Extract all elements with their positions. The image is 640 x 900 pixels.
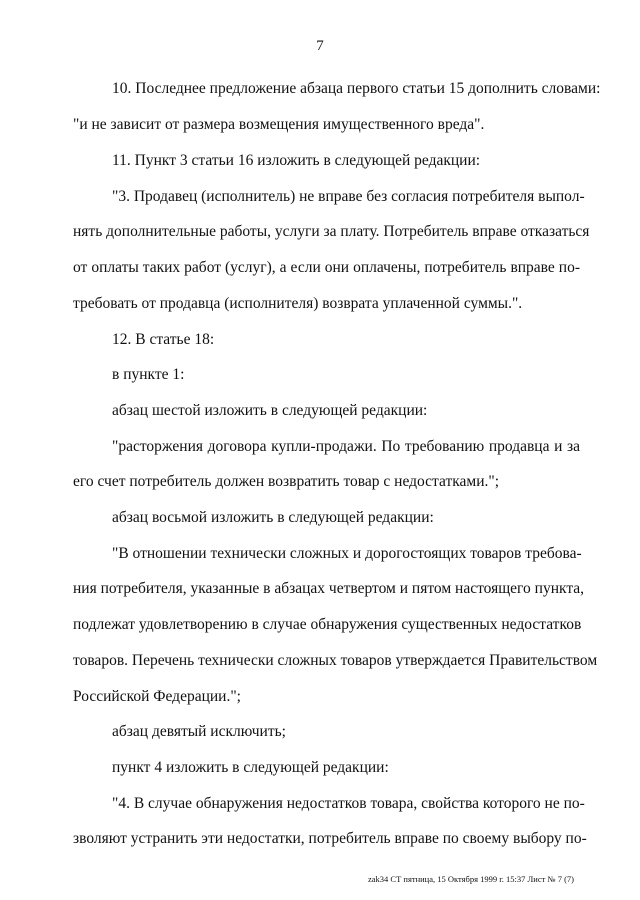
text-line: абзац восьмой изложить в следующей редакции: bbox=[112, 509, 434, 526]
text-line: "В отношении технически сложных и дорогостоящих товаров требова- bbox=[112, 545, 582, 562]
text-line: требовать от продавца (исполнителя) возврата уплаченной суммы.". bbox=[73, 295, 523, 312]
text-line: ния потребителя, указанные в абзацах четвертом и пятом настоящего пункта, bbox=[73, 580, 585, 597]
text-line: зволяют устранить эти недостатки, потребитель вправе по своему выбору по- bbox=[73, 830, 587, 847]
text-line: товаров. Перечень технически сложных товаров утверждается Правительством bbox=[73, 652, 598, 669]
text-line: "4. В случае обнаружения недостатков товара, свойства которого не по- bbox=[112, 795, 585, 812]
text-line: 10. Последнее предложение абзаца первого статьи 15 дополнить словами: bbox=[112, 80, 601, 97]
text-line: абзац шестой изложить в следующей редакции: bbox=[112, 402, 428, 419]
text-line: Российской Федерации."; bbox=[73, 688, 241, 705]
text-line: в пункте 1: bbox=[112, 366, 185, 383]
text-line: 11. Пункт 3 статьи 16 изложить в следующей редакции: bbox=[112, 152, 481, 169]
text-line: нять дополнительные работы, услуги за плату. Потребитель вправе отказаться bbox=[73, 223, 590, 240]
page-number: 7 bbox=[316, 38, 324, 54]
text-line: 12. В статье 18: bbox=[112, 331, 215, 348]
text-line: его счет потребитель должен возвратить товар с недостатками."; bbox=[73, 473, 500, 490]
text-line: абзац девятый исключить; bbox=[112, 723, 286, 740]
text-line: "3. Продавец (исполнитель) не вправе без согласия потребителя выпол- bbox=[112, 188, 585, 205]
text-line: пункт 4 изложить в следующей редакции: bbox=[112, 759, 389, 776]
text-line: от оплаты таких работ (услуг), а если они оплачены, потребитель вправе по- bbox=[73, 259, 580, 276]
text-line: "и не зависит от размера возмещения имущественного вреда". bbox=[73, 116, 485, 133]
text-line: "расторжения договора купли-продажи. По требованию продавца и за bbox=[112, 438, 580, 455]
page-footer: zak34 СТ пятница, 15 Октября 1999 г. 15:37 Лист № 7 (7) bbox=[368, 874, 574, 884]
text-line: подлежат удовлетворению в случае обнаружения существенных недостатков bbox=[73, 616, 582, 633]
